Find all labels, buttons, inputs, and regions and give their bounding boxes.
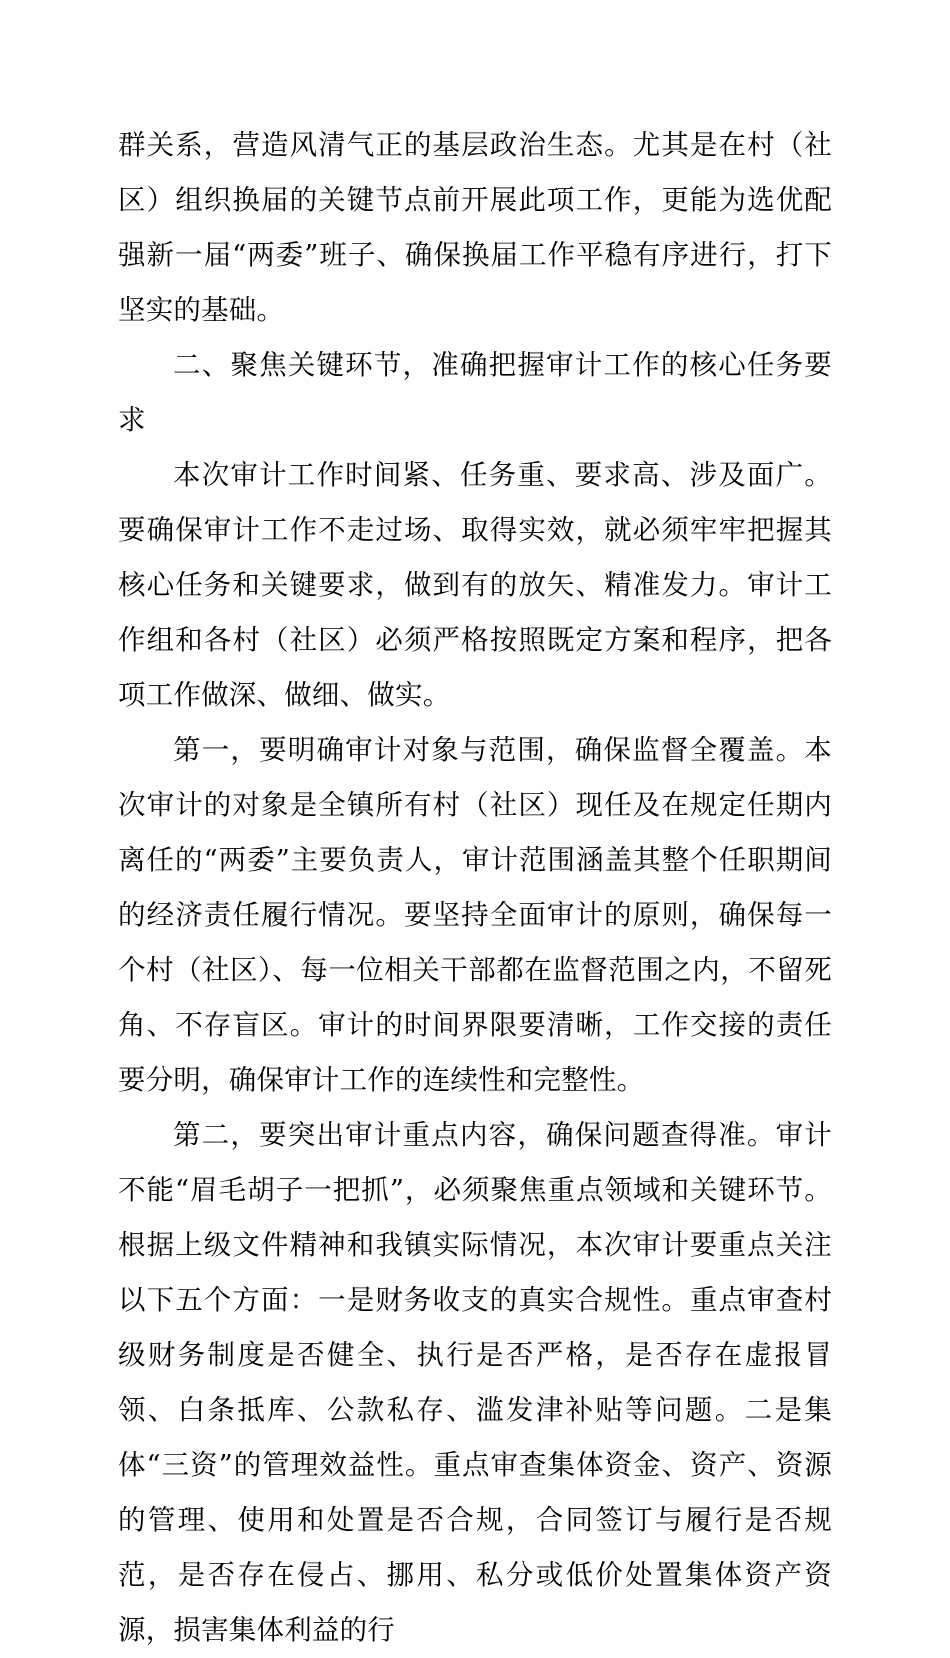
paragraph-1: 群关系，营造风清气正的基层政治生态。尤其是在村（社区）组织换届的关键节点前开展此项工作，更能为选优配强新一届“两委”班子、确保换届工作平稳有序进行，打下坚实的基础。 bbox=[118, 129, 832, 326]
paragraph-5: 第二，要突出审计重点内容，确保问题查得准。审计不能“眉毛胡子一把抓”，必须聚焦重点领域和关键环节。根据上级文件精神和我镇实际情况，本次审计要重点关注以下五个方面：一是财务收支的真实合规性。重点审查村级财务制度是否健全、执行是否严格，是否存在虚报冒领、白条抵库、公款私存、滥发津补贴等问题。二是集体“三资”的管理效益性。重点审查集体资金、资产、资源的管理、使用和处置是否合规，合同签订与履行是否规范，是否存在侵占、挪用、私分或低价处置集体资产资源，损害集体利益的行 bbox=[118, 1119, 832, 1646]
paragraph-2-section-heading: 二、聚焦关键环节，准确把握审计工作的核心任务要求 bbox=[118, 349, 832, 436]
paragraph-3: 本次审计工作时间紧、任务重、要求高、涉及面广。要确保审计工作不走过场、取得实效，就必须牢牢把握其核心任务和关键要求，做到有的放矢、精准发力。审计工作组和各村（社区）必须严格按照既定方案和程序，把各项工作做深、做细、做实。 bbox=[118, 459, 832, 711]
paragraph-4: 第一，要明确审计对象与范围，确保监督全覆盖。本次审计的对象是全镇所有村（社区）现任及在规定任期内离任的“两委”主要负责人，审计范围涵盖其整个任职期间的经济责任履行情况。要坚持全面审计的原则，确保每一个村（社区）、每一位相关干部都在监督范围之内，不留死角、不存盲区。审计的时间界限要清晰，工作交接的责任要分明，确保审计工作的连续性和完整性。 bbox=[118, 734, 832, 1096]
document-body bbox=[118, 118, 832, 1658]
